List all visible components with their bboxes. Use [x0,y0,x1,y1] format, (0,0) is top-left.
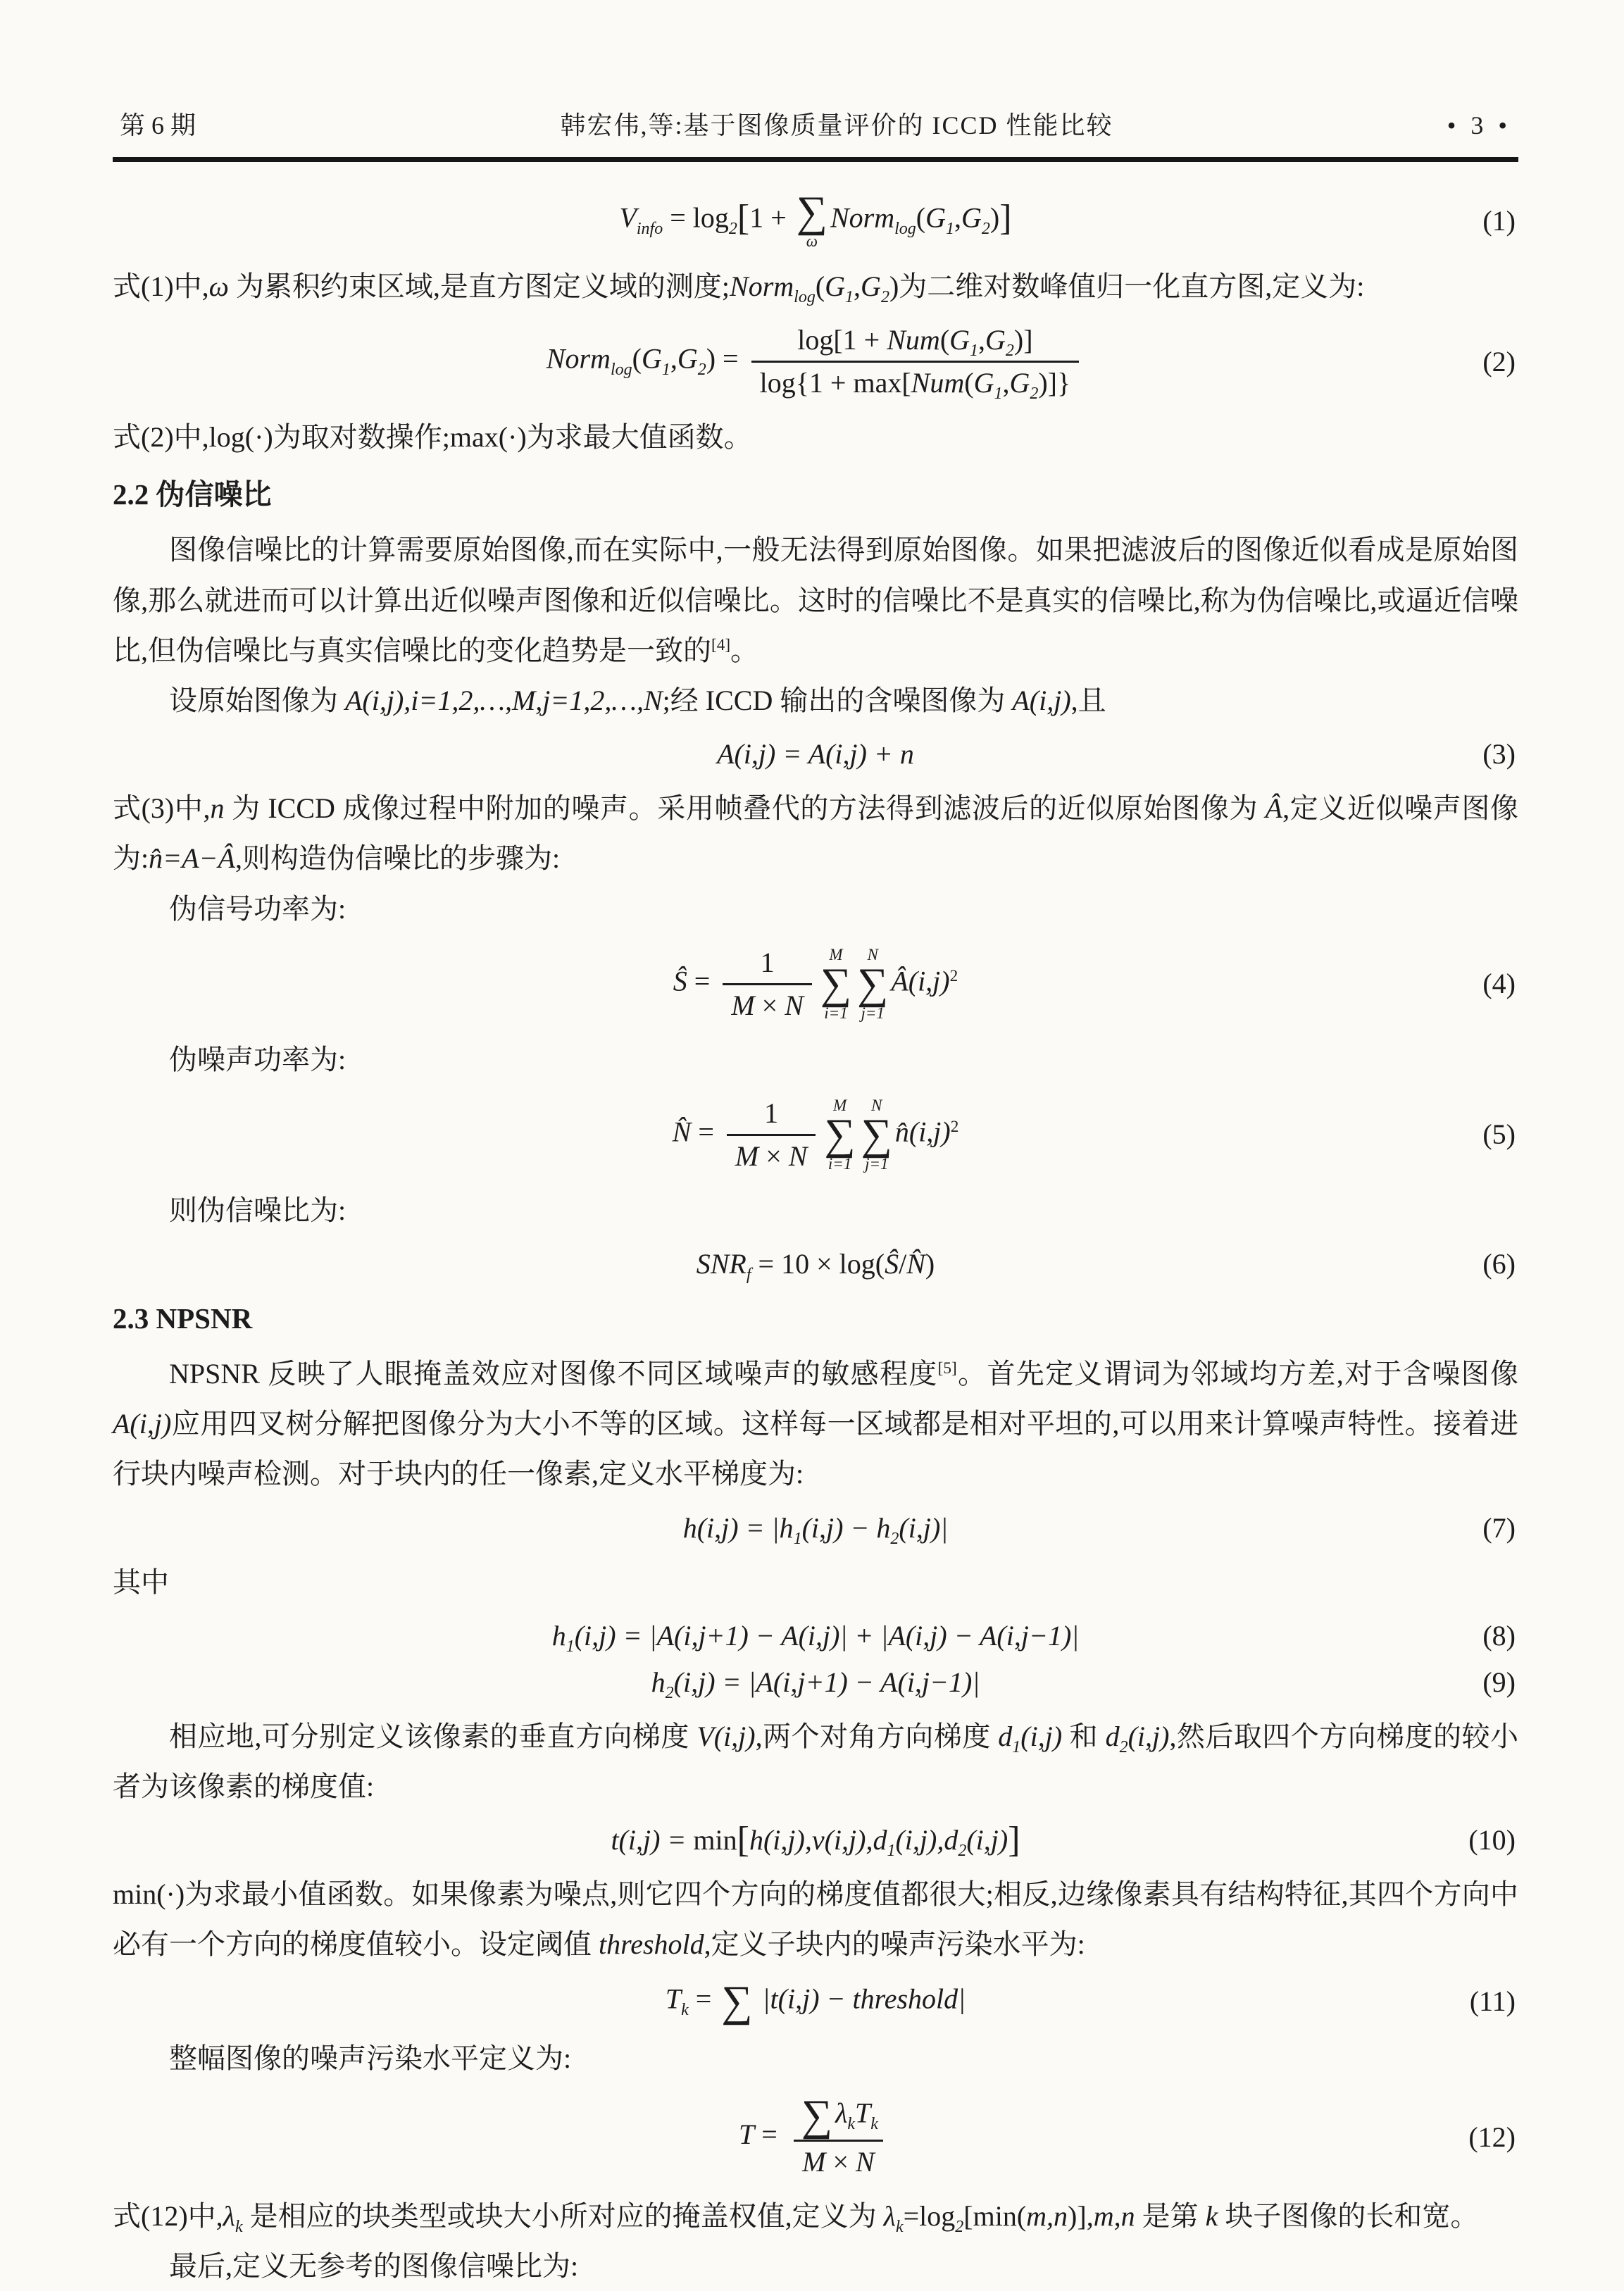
text-run: , [1002,367,1010,399]
math-italic: Ŝ [673,965,687,997]
math-italic: V [619,201,637,234]
text-run: , [978,324,986,356]
math-italic: M [731,989,755,1021]
summation-symbol [721,1977,753,2025]
text-run: / [899,1248,907,1280]
math-italic: λ [223,2199,235,2232]
subscript: info [636,219,663,238]
math-italic: M [802,2145,826,2178]
math-italic: h [551,1619,566,1652]
math-italic: m,n [1093,2199,1135,2232]
math-italic: T [739,2118,755,2150]
math-italic: Num [887,324,940,356]
math-italic: Norm [830,201,895,234]
superscript: [5] [937,1359,957,1378]
summation-symbol [801,2091,833,2140]
subscript: k [895,2217,904,2236]
fraction-numerator [790,2091,887,2140]
sum-lower-limit: ω [806,232,818,250]
math-italic: Norm [730,270,794,303]
text-run: ,定义近似噪声图像为: [113,792,1518,875]
section-heading: 2.3 NPSNR [113,1302,253,1335]
sum-lower-limit: j=1 [861,1004,885,1022]
text-run: ( [964,367,974,399]
text-run: [min( [963,2199,1027,2232]
text-run: 为累积约束区域,是直方图定义域的测度; [228,270,730,303]
text-run: = [754,2118,785,2150]
math-italic: N̂ [672,1116,692,1148]
text-run: NPSNR 反映了人眼掩盖效应对图像不同区域噪声的敏感程度 [169,1358,938,1390]
text-run: ) [925,1248,935,1280]
text-run: )] [1013,324,1033,356]
subscript: 2 [1030,385,1039,404]
math-italic: (i,j),d [895,1824,958,1856]
subscript: 1 [845,288,854,307]
fraction [727,1096,816,1174]
text-run: ;经 ICCD 输出的含噪图像为 [662,684,1013,716]
summation-symbol [824,1097,855,1173]
subscript: 2 [697,361,706,380]
math-italic: d [1105,1720,1120,1752]
summation-symbol [861,1097,892,1173]
fraction-numerator [756,1096,787,1134]
text-run: 则伪信噪比为: [169,1194,346,1226]
equation-row [113,323,1518,404]
text-run: 设原始图像为 [169,684,345,716]
equation-number: (6) [1482,1248,1516,1280]
math-italic: G [925,201,947,234]
text-run: 伪信号功率为: [169,892,346,925]
math-italic: (i,j) [1020,1720,1063,1752]
math-italic: A(i,j) [113,1408,172,1440]
fraction-numerator [752,945,783,983]
text-run: 块子图像的长和宽。 [1218,2199,1479,2232]
equation-row [113,1511,1518,1546]
equation-formula [673,1096,959,1174]
text-run: 。首先定义谓词为邻域均方差,对于含噪图像 [956,1358,1518,1390]
text-run: 为 ICCD 成像过程中附加的噪声。采用帧叠代的方法得到滤波后的近似原始图像为 [224,792,1266,825]
section-heading: 2.2 伪信噪比 [113,478,272,511]
text-run: 伪噪声功率为: [169,1043,346,1075]
sigma-glyph: ∑ [824,1110,856,1159]
math-italic: Num [911,367,965,399]
summation-symbol [857,947,888,1022]
sum-upper-limit: M [832,1096,847,1114]
equation-formula [651,1665,980,1700]
text-run: 整幅图像的噪声污染水平定义为: [169,2042,572,2075]
subscript: 2 [890,1529,899,1548]
equation-row [113,737,1518,772]
paragraph [113,1711,1518,1811]
math-italic: h [651,1666,666,1698]
text-run: ,然后取四个方向梯度的较小者为该像素的梯度值: [113,1720,1519,1802]
text-run: × [754,989,785,1021]
paragraph [113,2033,1518,2083]
sum-upper-limit: N [871,1096,882,1114]
sigma-glyph: ∑ [820,959,852,1008]
text-run: = [688,1983,719,2015]
summation-symbol [796,188,827,250]
equation-formula [673,945,958,1023]
math-italic: SNR [696,1248,747,1280]
text-run: ,则构造伪信噪比的步骤为: [235,842,561,875]
math-italic: Ŝ [885,1248,899,1280]
subscript: 2 [728,219,737,238]
equation-number: (8) [1482,1619,1516,1652]
text-run: ,定义子块内的噪声污染水平为: [704,1928,1085,1961]
subscript: 1 [994,385,1003,404]
text-run: 式(3)中, [113,792,211,825]
text-run: 图像信噪比的计算需要原始图像,而在实际中,一般无法得到原始图像。如果把滤波后的图像近似看成是原始图像,那么就进而可以计算出近似噪声图像和近似信噪比。这时的信噪比不是真实的信噪比,称为伪信噪比,或逼近信噪比,但伪信噪比与真实信噪比的变化趋势是一致的 [113,534,1518,666]
math-italic: n̂=A−Â [149,842,235,875]
text-run: ( [815,270,825,303]
subscript: k [681,2000,689,2019]
math-italic: h(i,j) = |h [682,1511,794,1544]
fraction-denominator [794,2140,883,2180]
text-run: 和 [1062,1720,1106,1752]
math-italic: (i,j)| [899,1511,949,1544]
summation-symbol [820,947,851,1022]
equation-number: (3) [1482,738,1516,770]
text-run: ( [916,201,926,234]
paragraph [113,1185,1518,1235]
paragraph [113,675,1518,725]
equation-number: (11) [1469,1985,1516,2017]
math-italic: h(i,j),v(i,j),d [749,1824,887,1856]
equation-formula [611,1820,1020,1861]
subscript: 2 [880,288,889,307]
text-run: ( [632,342,642,375]
sigma-glyph: ∑ [796,188,827,236]
subscript: 1 [946,219,955,238]
equation-formula [683,1511,949,1546]
fraction-denominator [723,983,812,1023]
math-italic: ω [208,270,229,303]
math-italic: threshold [599,1928,704,1961]
math-italic: G [1009,367,1030,399]
text-run: 1 + [749,201,794,234]
equation-number: (12) [1468,2121,1516,2153]
text-run: ,且 [1070,684,1106,716]
text-run: × [825,2145,856,2178]
math-italic: M [735,1140,759,1172]
superscript: [4] [711,635,731,654]
sigma-glyph: ∑ [861,1110,892,1159]
math-italic: G [961,201,982,234]
text-run: 。 [730,634,759,666]
text-run: × [758,1140,789,1172]
sum-lower-limit: i=1 [827,1154,852,1173]
equation-number: (9) [1482,1666,1516,1698]
subscript: 2 [665,1683,674,1702]
fraction [751,323,1080,404]
paragraph [113,261,1518,311]
text-run: = log [663,201,729,234]
text-run: , [670,342,677,375]
equation-formula [552,1618,1080,1654]
text-run: 最后,定义无参考的图像信噪比为: [169,2249,579,2282]
text-run: [ [737,197,750,238]
math-italic: N̂ [906,1248,925,1280]
text-run: , [854,270,861,303]
math-italic: G [861,270,881,303]
subscript: k [235,2217,243,2236]
sum-upper-limit: M [829,945,843,963]
text-run: 1 [764,1097,779,1129]
math-italic: |t(i,j) − threshold| [755,1983,966,2015]
equation-row [113,2091,1518,2180]
math-italic: G [641,342,662,375]
subscript: 2 [981,219,990,238]
equation-row [113,1096,1518,1174]
sum-lower-limit: j=1 [865,1154,889,1173]
text-run: ) [989,201,1000,234]
equation-number: (2) [1482,345,1516,377]
sum-lower-limit: i=1 [824,1004,848,1022]
paragraph [113,2241,1518,2291]
math-italic: G [949,324,970,356]
equation-number: (10) [1468,1824,1516,1856]
math-italic: d [998,1720,1013,1752]
equation-number: (7) [1482,1511,1516,1544]
text-run: = [691,1116,721,1148]
text-run: 式(2)中,log(·)为取对数操作;max(·)为求最大值函数。 [113,421,752,454]
math-italic: Â [1265,792,1283,825]
text-run: , [954,201,962,234]
math-italic: (i,j) [966,1824,1008,1856]
text-run: [ [737,1820,749,1861]
paragraph [113,783,1518,883]
math-italic: G [985,324,1006,356]
sigma-glyph: ∑ [721,1977,753,2025]
subscript: 2 [1119,1737,1128,1756]
text-run: )]} [1038,367,1071,399]
math-italic: Â(i,j) [891,965,950,997]
math-italic: t(i,j) = [611,1824,694,1856]
math-italic: (i,j) = |A(i,j+1) − A(i,j)| + |A(i,j) − A(i,j−1)| [574,1619,1080,1652]
math-italic: T [855,2097,871,2129]
text-run: ) = [706,342,746,375]
equation-row [113,1665,1518,1700]
text-run: min(·)为求最小值函数。如果像素为噪点,则它四个方向的梯度值都很大;相反,边缘像素具有结构特征,其四个方向中必有一个方向的梯度值较小。设定阈值 [113,1878,1518,1961]
equation-row [113,1618,1518,1654]
subscript: 1 [887,1842,896,1861]
equation-formula [619,188,1012,250]
math-italic: A(i,j) = A(i,j) + n [717,738,914,770]
math-italic: λ [835,2097,848,2129]
math-italic: λ [883,2199,896,2232]
subscript: f [746,1266,751,1285]
paragraph [113,1869,1518,1969]
paragraph [113,412,1518,462]
fraction-denominator [727,1134,816,1174]
text-run: ,两个对角方向梯度 [755,1720,999,1752]
paragraph [113,525,1518,675]
superscript: 2 [949,966,958,985]
text-run: log{1 + max[ [759,367,911,399]
subscript: 1 [970,342,979,361]
math-italic: m,n [1026,2199,1068,2232]
math-italic: A(i,j),i=1,2,…,M,j=1,2,…,N [345,684,663,716]
text-run: ] [1008,1820,1020,1861]
equation-number: (5) [1482,1118,1516,1151]
math-italic: N [788,1140,808,1172]
fraction [790,2091,887,2180]
text-run: 式(12)中, [113,2199,223,2232]
equation-row [113,1977,1518,2025]
math-italic: N [785,989,804,1021]
sigma-glyph: ∑ [857,959,889,1008]
paragraph [113,1035,1518,1085]
paragraph [113,2191,1518,2241]
text-run: )], [1068,2199,1094,2232]
math-italic: n̂(i,j) [894,1116,951,1148]
math-italic: k [1205,2199,1218,2232]
equation-row [113,1247,1518,1285]
text-run: ( [939,324,950,356]
math-italic: n [210,792,225,825]
equation-formula [546,323,1085,404]
equation-formula [717,737,914,772]
subscript: log [894,219,916,238]
subscript: 2 [1005,342,1014,361]
subscript: 1 [566,1637,575,1656]
math-italic: (i,j) = |A(i,j+1) − A(i,j−1)| [673,1666,980,1698]
fraction [723,945,812,1023]
text-run: 相应地,可分别定义该像素的垂直方向梯度 [169,1720,697,1752]
math-italic: G [973,367,994,399]
subscript: k [847,2114,856,2133]
issue-label: 第 6 期 [120,111,196,139]
paragraph [113,1349,1518,1499]
text-run: = [687,965,718,997]
text-run: 应用四叉树分解把图像分为大小不等的区域。这样每一区域都是相对平坦的,可以用来计算噪声特性。接着进行块内噪声检测。对于块内的任一像素,定义水平梯度为: [113,1408,1518,1490]
subscript: 1 [661,361,670,380]
math-italic: A(i,j) [1012,684,1071,716]
text-run: ] [999,197,1012,238]
sigma-glyph: ∑ [801,2091,833,2140]
article-body [113,162,1518,2291]
fraction-denominator [751,361,1080,404]
text-run: 1 [760,946,775,978]
math-italic: G [677,342,698,375]
equation-row [113,188,1518,250]
page-number: • 3 • [1447,111,1511,139]
subscript: log [610,361,632,380]
subscript: 1 [793,1529,802,1548]
page-header [113,106,1518,162]
text-run: ) [889,270,899,303]
text-run: min [693,1824,737,1856]
equation-formula [739,2091,892,2180]
math-italic: G [825,270,846,303]
equation-number: (1) [1482,204,1516,237]
text-run: 是第 [1135,2199,1206,2232]
math-italic: Norm [546,342,611,375]
text-run: 是相应的块类型或块大小所对应的掩盖权值,定义为 [242,2199,884,2232]
equation-row [113,1820,1518,1861]
paragraph [113,1557,1518,1607]
equation-number: (4) [1482,968,1516,1000]
fraction-numerator [789,323,1041,361]
equation-formula [696,1247,935,1285]
subscript: log [794,288,816,307]
math-italic: T [665,1983,682,2015]
superscript: 2 [950,1117,959,1136]
running-title: 韩宏伟,等:基于图像质量评价的 ICCD 性能比较 [560,111,1113,139]
math-italic: N [856,2145,875,2178]
text-run: 为二维对数峰值归一化直方图,定义为: [899,270,1365,303]
subscript: k [870,2114,878,2133]
sum-upper-limit: N [867,945,878,963]
math-italic: (i,j) − h [801,1511,891,1544]
text-run: 其中 [113,1566,169,1598]
math-italic: (i,j) [1128,1720,1170,1752]
subscript: 1 [1012,1737,1021,1756]
equation-formula [665,1977,966,2025]
text-run: =log [903,2199,956,2232]
subscript: 2 [955,2217,964,2236]
text-run: = 10 × log( [751,1248,885,1280]
text-run: log[1 + [797,324,887,356]
text-run: 式(1)中, [113,270,209,303]
math-italic: V(i,j) [697,1720,756,1752]
paragraph [113,884,1518,934]
subscript: 2 [958,1842,967,1861]
equation-row [113,945,1518,1023]
